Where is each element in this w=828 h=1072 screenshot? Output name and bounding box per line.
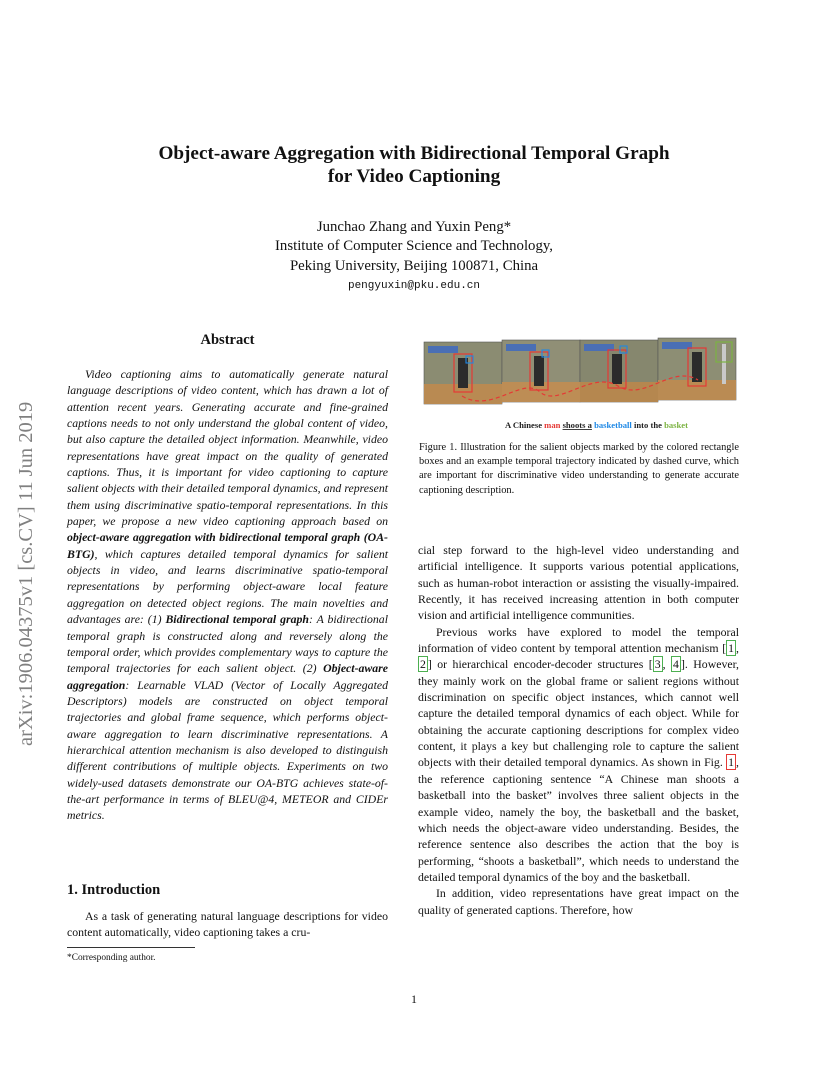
- para2-text-b: ] or hierarchical encoder-decoder structures [: [427, 657, 653, 672]
- author-block: [0, 218, 828, 276]
- page-number: 1: [411, 992, 417, 1006]
- abstract-bold-3: Object-aware aggregation: [67, 661, 388, 692]
- citation-link-2[interactable]: 2: [420, 657, 426, 672]
- hoop-pole: [722, 344, 726, 384]
- player-figure-3: [612, 354, 622, 384]
- abstract-body: [67, 366, 388, 824]
- title-line-1: Object-aware Aggregation with Bidirectional Temporal Graph: [158, 143, 670, 164]
- para2-text-d: , the reference captioning sentence “A Chinese man shoots a basketball into the basket” involves three salient objects in the example video, namely the boy, the basketball and the basket, which needs the object-aware video understanding. Besides, the reference sentence also describes the action that the boy is performing, “shoots a basketball”, which needs to understand the detailed temporal dynamics of the boy and the basketball.: [418, 755, 739, 884]
- abstract-text-4: : Learnable VLAD (Vector of Locally Aggregated Descriptors) models are constructed on object temporal trajectories and global frame sequence, which performs object-aware aggregation to learn discriminative representations. A hierarchical attention mechanism is also developed to distinguish different contributions of multiple objects. Experiments on two widely-used datasets demonstrate our OA-BTG achieves state-of-the-art performance in terms of BLEU@4, METEOR and CIDEr metrics.: [67, 677, 388, 823]
- intro-paragraph-2: [418, 624, 739, 886]
- figure-1-caption: Figure 1. Illustration for the salient objects marked by the colored rectangle boxes and an example temporal trajectory indicated by dashed curve, which are important for discriminative video understanding to generate accurate captioning description.: [419, 442, 739, 496]
- arxiv-stamp: [2, 288, 42, 748]
- sentence-word-1: A Chinese: [505, 420, 545, 430]
- frame-label-2: [506, 344, 536, 351]
- footnote-rule: [67, 947, 195, 948]
- sentence-basket: basket: [664, 420, 688, 430]
- citation-link-3[interactable]: 3: [654, 657, 661, 672]
- figure-ref-link[interactable]: 1: [728, 755, 735, 770]
- footnote: *Corresponding author.: [67, 953, 156, 963]
- para2-text-a: Previous works have explored to model the temporal information of video content by temporal attention mechanism [: [418, 624, 739, 656]
- court-floor-3: [580, 382, 658, 402]
- affiliation-line-1: Institute of Computer Science and Technology,: [275, 238, 553, 255]
- figure-1-illustration: [422, 336, 738, 436]
- player-figure-4: [692, 352, 702, 382]
- arxiv-stamp-text: arXiv:1906.04375v1 [cs.CV] 11 Jun 2019: [15, 401, 37, 746]
- author-email[interactable]: pengyuxin@pku.edu.cn: [347, 280, 481, 292]
- sentence-shoots: shoots a: [562, 420, 592, 430]
- abstract-bold-1: object-aware aggregation with bidirectional temporal graph (OA-BTG): [67, 530, 388, 561]
- affiliation-line-2: Peking University, Beijing 100871, China: [289, 257, 539, 274]
- right-column-body: [418, 542, 739, 918]
- sentence-basketball: basketball: [594, 420, 632, 430]
- citation-sep-2: ,: [662, 657, 672, 672]
- player-figure-2: [534, 356, 544, 386]
- intro-paragraph-continued: cial step forward to the high-level video understanding and artificial intelligence. It supports various potential applications, such as human-robot interaction or assisting the visually-impaired. Recently, it has received increasing attention in both computer vision and artificial intelligence communities.: [418, 543, 739, 623]
- citation-link-4[interactable]: 4: [673, 657, 679, 672]
- author-names: Junchao Zhang and Yuxin Peng*: [316, 219, 512, 235]
- para2-text-c: ]. However, they mainly work on the global frame or salient regions without discrimination on specific object instances, which cannot well capture the detailed temporal dynamics of each object. While for obtaining the accurate captioning descriptions for complex video content, it plays a key but challenging role to capture the salient objects with their detailed temporal dynamics. As shown in Fig.: [418, 657, 739, 770]
- citation-sep-1: ,: [736, 641, 739, 656]
- abstract-text-1: Video captioning aims to automatically generate natural language descriptions of video content, which has drawn a lot of attention recent years. Generating accurate and fine-grained captions needs to not only understand the global content of video, but also capture the detailed object information. Meanwhile, video representations have great impact on the quality of generated captions. Thus, it is important for video captioning to capture salient objects with their detailed temporal dynamics, and represent them using discriminative spatio-temporal representations. In this paper, we propose a new video captioning approach based on: [67, 367, 388, 529]
- citation-link-1[interactable]: 1: [728, 641, 735, 656]
- intro-paragraph-3: In addition, video representations have great impact on the quality of generated captions. Therefore, how: [418, 886, 739, 917]
- frame-label-1: [428, 346, 458, 353]
- abstract-bold-2: Bidirectional temporal graph: [165, 612, 309, 627]
- paper-title: [0, 142, 828, 188]
- sentence-into: into the: [633, 420, 665, 430]
- sentence-man: man: [544, 420, 561, 430]
- abstract-text-3: : A bidirectional temporal graph is constructed along and reversely along the temporal order, which provides complementary ways to capture the temporal trajectories for each salient object. (2): [67, 612, 388, 676]
- figure-sentence: [505, 420, 688, 430]
- abstract-text-2: , which captures detailed temporal dynamics for salient objects in video, and learns discriminative spatio-temporal representations by performing object-aware local feature aggregation on detected object regions. The main novelties and advantages are: (1): [67, 546, 388, 627]
- title-line-2: for Video Captioning: [327, 166, 501, 187]
- abstract-heading: Abstract: [200, 332, 255, 348]
- intro-heading: 1. Introduction: [67, 882, 161, 898]
- figure-1: [422, 336, 738, 436]
- intro-paragraph: As a task of generating natural language descriptions for video content automatically, video captioning takes a cru-: [67, 909, 388, 940]
